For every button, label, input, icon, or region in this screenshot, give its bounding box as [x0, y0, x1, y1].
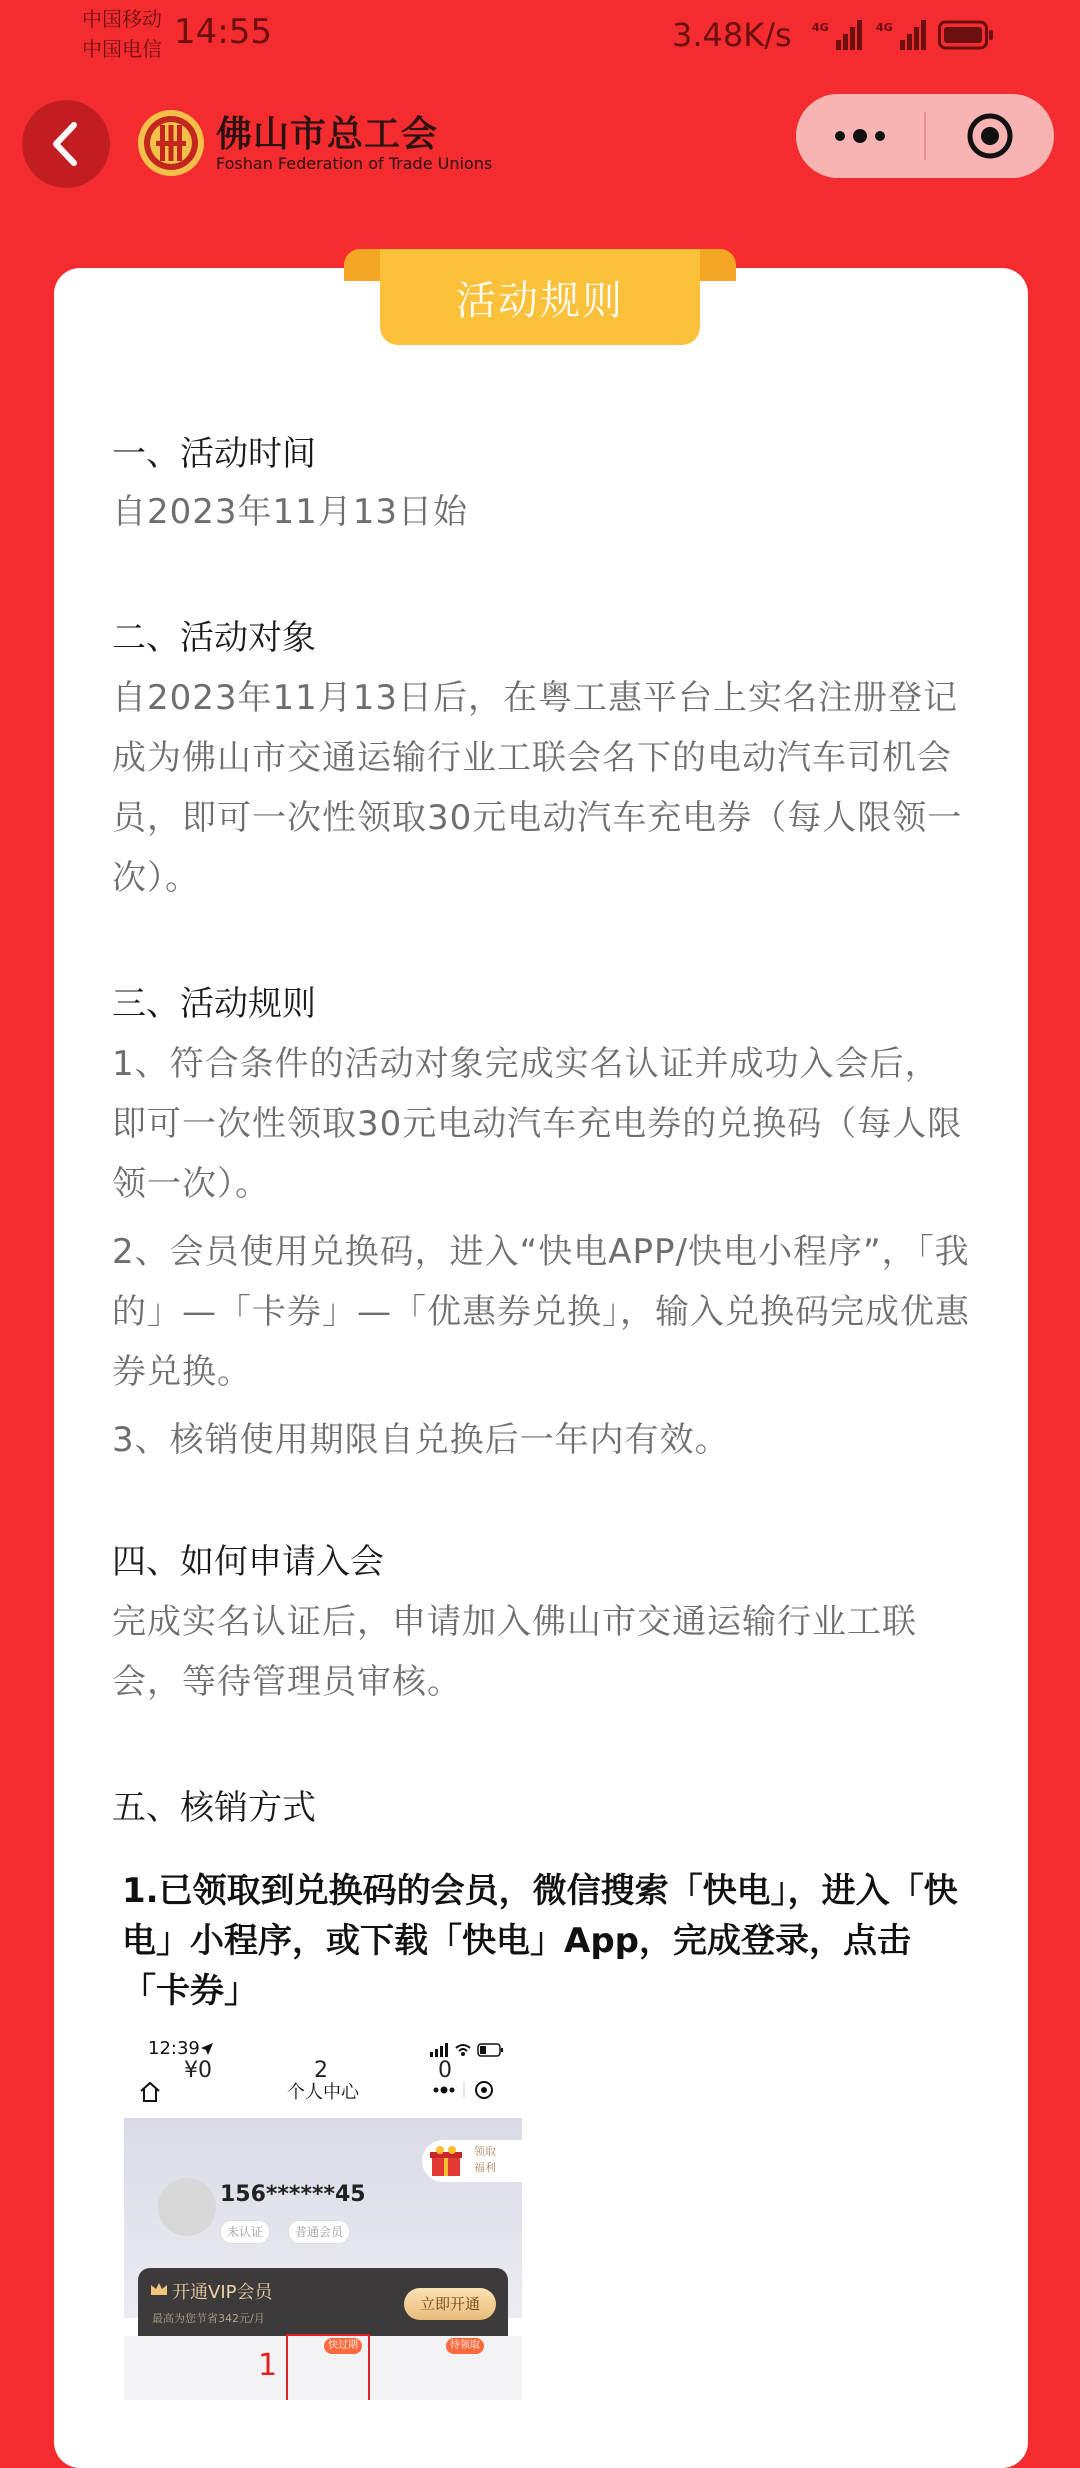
chevron-left-icon	[46, 119, 86, 169]
more-dots-icon	[832, 126, 888, 146]
tag-member: 普通会员	[288, 2220, 350, 2244]
shot-capsule-icon	[424, 2076, 504, 2104]
vip-button: 立即开通	[404, 2288, 496, 2320]
location-arrow-icon	[200, 2042, 214, 2056]
crown-icon	[150, 2282, 168, 2296]
section-heading: 一、活动时间	[112, 434, 316, 474]
section-heading: 四、如何申请入会	[112, 1542, 384, 1582]
shot-status-icons	[430, 2042, 510, 2058]
highlight-box	[286, 2334, 370, 2400]
gift-icon	[428, 2144, 468, 2178]
vip-subtitle: 最高为您节省342元/月	[152, 2312, 265, 2325]
step-number: 1	[258, 2348, 278, 2383]
section-paragraph: 1、符合条件的活动对象完成实名认证并成功入会后，即可一次性领取30元电动汽车充电券的兑换码（每人限领一次）。	[112, 1044, 963, 1204]
union-emblem-icon	[136, 108, 206, 178]
section-paragraph: 自2023年11月13日始	[112, 492, 469, 532]
more-button[interactable]	[796, 94, 924, 178]
section-paragraph: 3、核销使用期限自兑换后一年内有效。	[112, 1420, 730, 1460]
section-paragraph: 自2023年11月13日后，在粤工惠平台上实名注册登记成为佛山市交通运输行业工联会名下的电动汽车司机会员，即可一次性领取30元电动汽车充电券（每人限领一次）。	[112, 678, 963, 898]
section-paragraph: 2、会员使用兑换码，进入“快电APP/快电小程序”，「我的」—「卡券」—「优惠券兑换」，输入兑换码完成优惠券兑换。	[112, 1232, 970, 1392]
signal-icon	[876, 18, 932, 52]
vip-title: 开通VIP会员	[172, 2282, 273, 2303]
battery-icon	[938, 20, 994, 50]
shot-title: 个人中心	[287, 2082, 359, 2103]
avatar	[158, 2178, 216, 2236]
section-paragraph: 完成实名认证后，申请加入佛山市交通运输行业工联会，等待管理员审核。	[112, 1602, 917, 1702]
shot-gift-button	[422, 2140, 522, 2182]
section-heading: 三、活动规则	[112, 984, 316, 1024]
badge-to-claim: 待领取	[446, 2338, 484, 2354]
gift-label: 领取福利	[474, 2145, 496, 2174]
embedded-screenshot	[124, 2030, 522, 2400]
tag-unverified: 未认证	[220, 2220, 270, 2244]
sim2-type: 4G	[876, 21, 893, 34]
section-heading: 二、活动对象	[112, 618, 316, 658]
back-button[interactable]	[22, 100, 110, 188]
union-logo	[136, 104, 496, 184]
shot-phone: 156******45	[220, 2182, 366, 2207]
target-close-icon	[965, 111, 1015, 161]
signal-icon	[812, 18, 868, 52]
status-bar	[0, 0, 1080, 72]
net-speed: 3.48K/s	[672, 16, 792, 54]
shot-time: 12:39	[148, 2038, 200, 2059]
section-paragraph: 1.已领取到兑换码的会员，微信搜索「快电」，进入「快电」小程序，或下载「快电」App，完成登录，点击「卡券」	[122, 1871, 958, 2011]
badge-expiring: 快过期	[324, 2338, 362, 2354]
sim1-type: 4G	[812, 21, 829, 34]
mini-program-capsule	[796, 94, 1054, 178]
logo-title: 佛山市总工会	[216, 113, 439, 155]
ribbon-title	[380, 249, 700, 345]
carrier-2: 中国电信	[82, 37, 162, 61]
stat-coupons: 2	[314, 2058, 328, 2083]
stat-pending: 0	[438, 2058, 452, 2083]
shot-vip-banner	[138, 2268, 508, 2336]
logo-subtitle: Foshan Federation of Trade Unions	[216, 154, 493, 173]
carrier-1: 中国移动	[82, 7, 162, 31]
status-time: 14:55	[174, 12, 272, 52]
carrier-labels	[82, 4, 162, 64]
close-button[interactable]	[926, 94, 1054, 178]
section-heading: 五、核销方式	[112, 1788, 316, 1828]
ribbon-title-text: 活动规则	[456, 277, 624, 324]
stat-balance: ¥0	[184, 2058, 212, 2083]
